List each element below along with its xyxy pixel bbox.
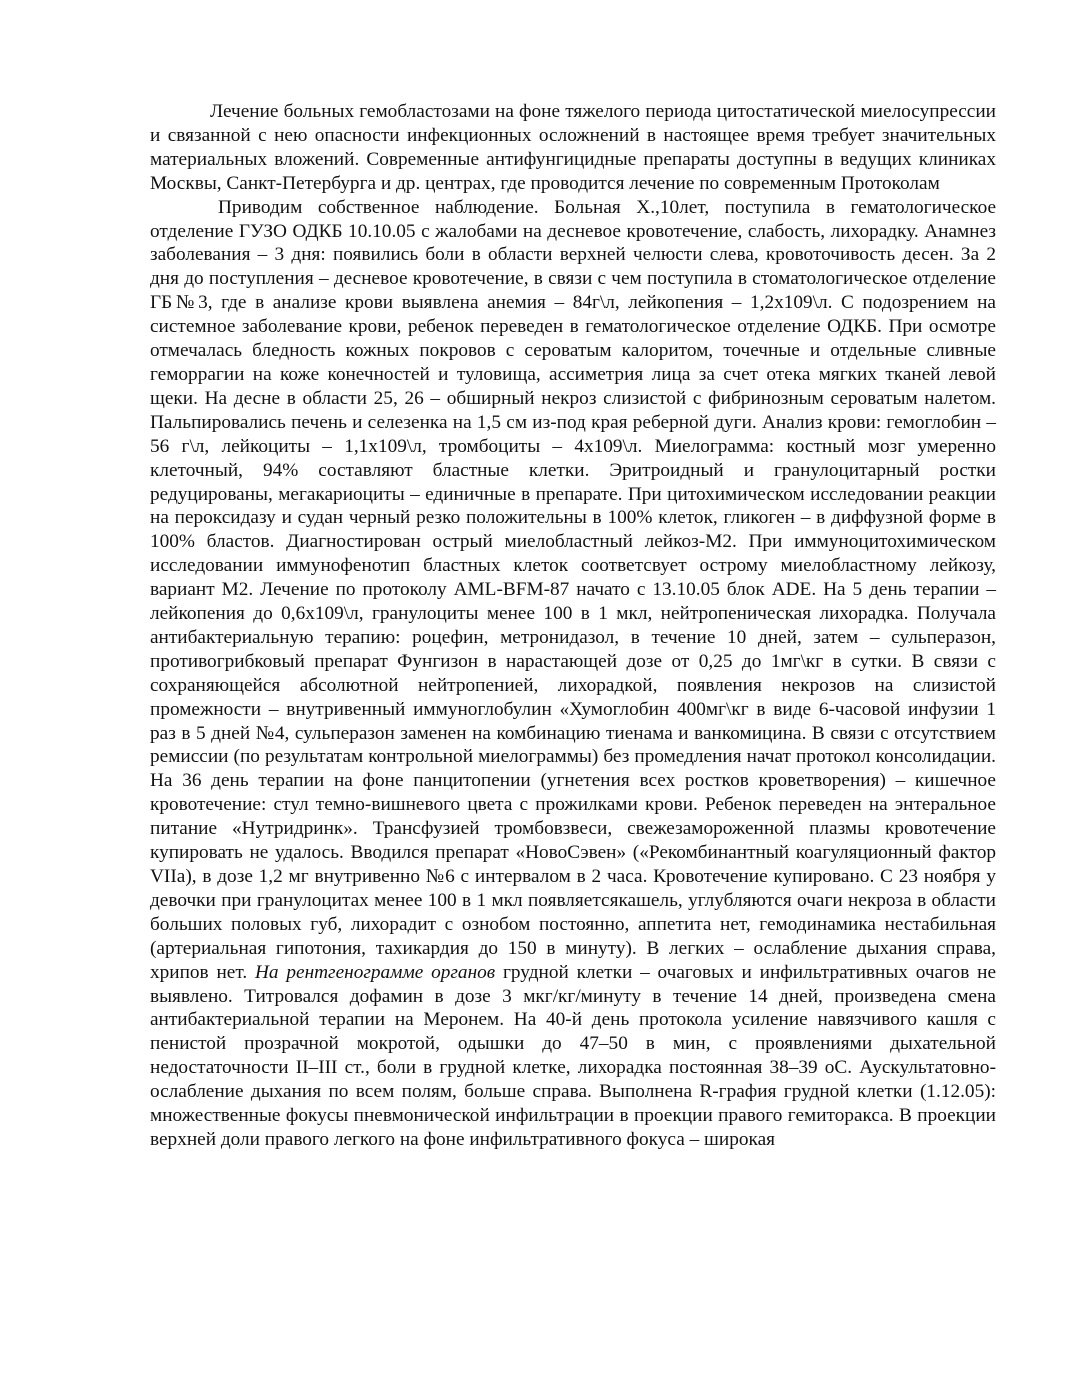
paragraph-case-report [150,196,996,1152]
case-text-part-1: Приводим собственное наблюдение. Больная Х.,10лет, поступила в гематологическое отделение ГУЗО ОДКБ 10.10.05 с жалобами на десневое кровотечение, слабость, лихорадку. Анамнез заболевания – 3 дня: появились боли в области верхней челюсти слева, кровоточивость десен. За 2 дня до поступления – десневое кровотечение, в связи с чем поступила в стоматологическое отделение ГБ№3, где в анализе крови выявлена анемия – 84г\л, лейкопения – 1,2х109\л. С подозрением на системное заболевание крови, ребенок переведен в гематологическое отделение ОДКБ. При осмотре отмечалась бледность кожных покровов с сероватым калоритом, точечные и отдельные сливные геморрагии на коже конечностей и туловища, ассиметрия лица за счет отека мягких тканей левой щеки. На десне в области 25, 26 – обширный некроз слизистой с фибринозным сероватым налетом. Пальпировались печень и селезенка на 1,5 см из-под края реберной дуги. Анализ крови: гемоглобин – 56 г\л, лейкоциты – 1,1х109\л, тромбоциты – 4х109\л. Миелограмма: костный мозг умеренно клеточный, 94% составляют бластные клетки. Эритроидный и гранулоцитарный ростки редуцированы, мегакариоциты – единичные в препарате. При цитохимическом исследовании реакции на пероксидазу и судан черный резко положительны в 100% клеток, гликоген – в диффузной форме в 100% бластов. Диагностирован острый миелобластный лейкоз-М2. При иммуноцитохимическом исследовании иммунофенотип бластных клеток соответсвует острому миелобластному лейкозу, вариант М2. Лечение по протоколу AML-BFM-87 начато с 13.10.05 блок ADE. На 5 день терапии – лейкопения до 0,6х109\л, гранулоциты менее 100 в 1 мкл, нейтропеническая лихорадка. Получала антибактериальную терапию: роцефин, метронидазол, в течение 10 дней, затем – сульперазон, противогрибковый препарат Фунгизон в нарастающей дозе от 0,25 до 1мг\кг в сутки. В связи с сохраняющейся абсолютной нейтропенией, лихорадкой, появления некрозов на слизистой промежности – внутривенный иммуноглобулин «Хумоглобин 400мг\кг в виде 6-часовой инфузии 1 раз в 5 дней №4, сульперазон заменен на комбинацию тиенама и ванкомицина. В связи с отсутствием ремиссии (по результатам контрольной миелограммы) без промедления начат протокол консолидации. На 36 день терапии на фоне панцитопении (угнетения всех ростков кроветворения) – кишечное кровотечение: стул темно-вишневого цвета с прожилками крови. Ребенок переведен на энтеральное питание «Нутридринк». Трансфузией тромбовзвеси, свежезамороженной плазмы кровотечение купировать не удалось. Вводился препарат «НовоСэвен» («Рекомбинантный коагуляционный фактор VIIa), в дозе 1,2 мг внутривенно №6 с интервалом в 2 часа. Кровотечение купировано. С 23 ноября у девочки при гранулоцитах менее 100 в 1 мкл появляетсякашель, углубляются очаги некроза в области больших половых губ, лихорадит с ознобом постоянно, аппетита нет, гемодинамика нестабильная (артериальная гипотония, тахикардия до 150 в минуту). В легких – ослабление дыхания справа, хрипов нет. [150,196,996,983]
document-page [150,100,996,1152]
case-text-part-2: грудной клетки – очаговых и инфильтративных очагов не выявлено. Титровался дофамин в дозе 3 мкг/кг/минуту в течение 14 дней, произведена смена антибактериальной терапии на Меронем. На 40-й день протокола усиление навязчивого кашля с пенистой прозрачной мокротой, одышки до 47–50 в мин, с проявлениями дыхательной недостаточности II–III ст., боли в грудной клетке, лихорадка постоянная 38–39 оС. Аускультатовно-ослабление дыхания по всем полям, больше справа. Выполнена R-графия грудной клетки (1.12.05): множественные фокусы пневмонической инфильтрации в проекции правого гемиторакса. В проекции верхней доли правого легкого на фоне инфильтративного фокуса – широкая [150,961,996,1150]
paragraph-intro: Лечение больных гемобластозами на фоне тяжелого периода цитостатической миелосупрессии и связанной с нею опасности инфекционных осложнений в настоящее время требует значительных материальных вложений. Современные антифунгицидные препараты доступны в ведущих клиниках Москвы, Санкт-Петербурга и др. центрах, где проводится лечение по современным Протоколам [150,101,996,194]
case-text-italic: На рентгенограмме органов [254,961,496,983]
